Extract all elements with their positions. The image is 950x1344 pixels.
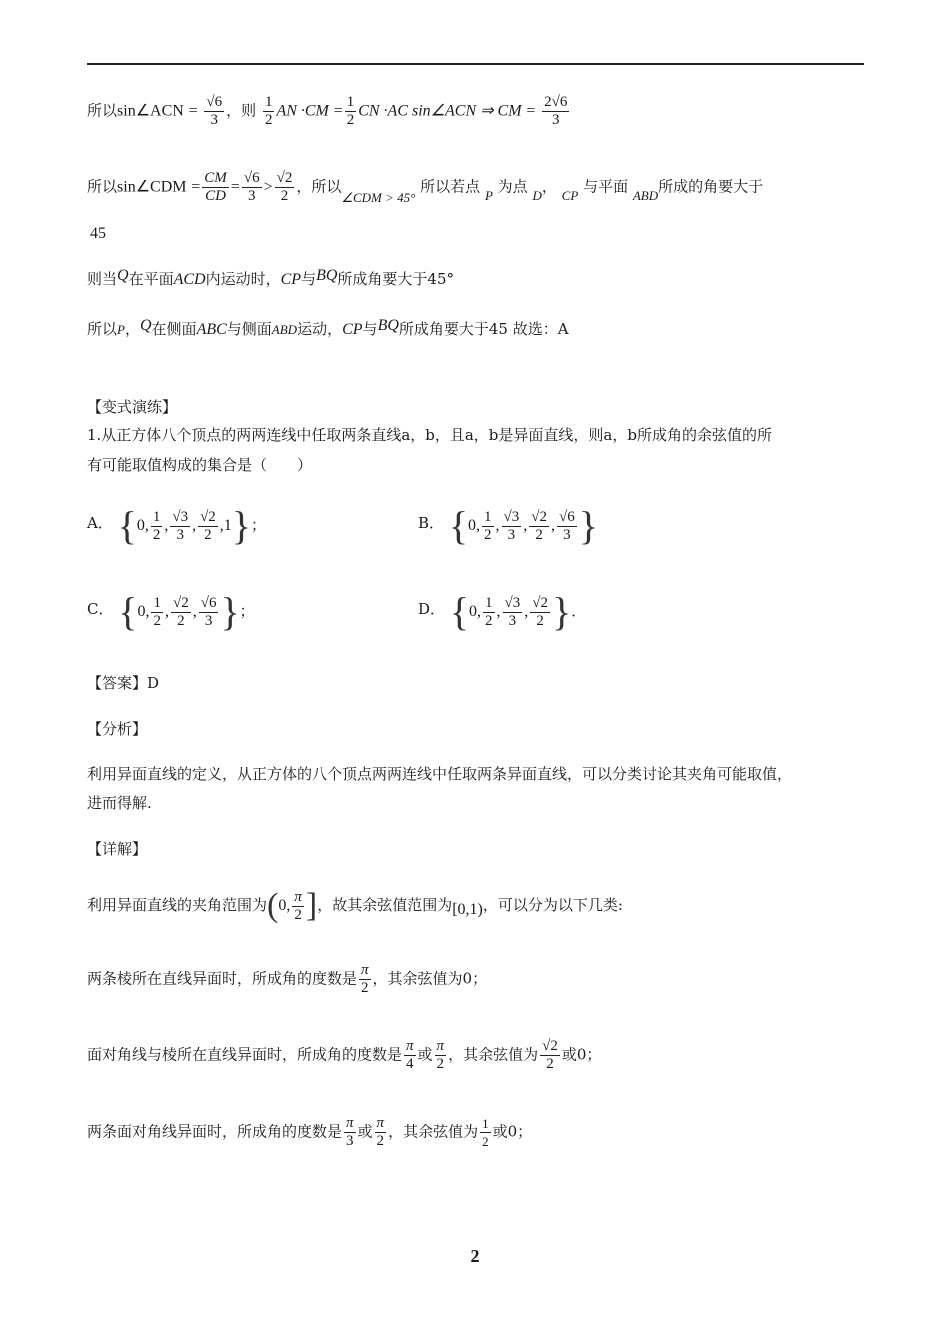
math-q: Q (117, 267, 129, 284)
math-d: D (532, 187, 542, 203)
text: 所成的角要大于 (658, 177, 764, 196)
math-cp: CP (280, 271, 302, 288)
derivation-line-2: 所以sin∠CDM = $\frac{CM}{CD}$ = $\frac{√6}{3}$ > $\frac{√2}{2}$ ，所以∠CDM > 45° 所以若点 P 为点 D， CP 与平面 ABD所成的角要大于 (87, 170, 764, 205)
math-angle-cdm: ∠CDM > 45° (341, 189, 416, 205)
analysis-label: 【分析】 (87, 720, 148, 738)
math-eq: = (526, 102, 536, 120)
detail-label: 【详解】 (87, 840, 148, 858)
math-p: P (117, 322, 125, 337)
math-eq: = (188, 102, 198, 120)
math-range: [0,1) (452, 901, 483, 918)
math-bq: BQ (377, 317, 399, 334)
math-acd: ACD (173, 271, 206, 288)
math-an-cm: AN ·CM (276, 102, 329, 120)
math-abd: ABD (271, 322, 298, 337)
fraction-sqrt6-over-3: $\frac{√6}{3}$ (243, 170, 260, 204)
detail-line-3: 面对角线与棱所在直线异面时，所成角的度数是 $\frac{\pi}{4}$ 或 $\frac{\pi}{2}$ ，其余弦值为 $\frac{√2}{2}$ 或0； (87, 1038, 602, 1072)
analysis-line-1: 利用异面直线的定义，从正方体的八个顶点两两连线中任取两条异面直线，可以分类讨论其夹角可能取值， (87, 765, 793, 783)
derivation-line-5: 所以P，Q在侧面ABC与侧面ABD运动，CP与BQ所成角要大于45 故选：A (87, 317, 569, 338)
text: ， (541, 177, 557, 196)
math-sin-acn: sin∠ACN (117, 102, 184, 120)
text: 所以 (87, 177, 118, 196)
option-d[interactable]: D． {0, $\frac{1}{2}$ , $\frac{√3}{3}$ , $\frac{√2}{2}$ }． (418, 589, 587, 634)
fraction-half: $\frac{1}{2}$ (346, 94, 355, 128)
math-q: Q (139, 317, 152, 334)
question-line-1: 1.从正方体八个顶点的两两连线中任取两条直线a，b，且a，b是异面直线，则a，b所成角的余弦值的所 (87, 426, 772, 444)
page-number: 2 (470, 1246, 480, 1266)
option-c[interactable]: C． {0, $\frac{1}{2}$ , $\frac{√2}{2}$ , $\frac{√6}{3}$ }； (87, 589, 255, 634)
math-eq: = (191, 178, 201, 196)
text: ，则 (226, 101, 257, 120)
exercise-heading: 【变式演练】 (87, 398, 178, 416)
derivation-line-3 (90, 222, 106, 245)
derivation-line-1 (87, 94, 571, 129)
math-gt: > (263, 178, 273, 196)
fraction-sqrt6-over-3: $\frac{√6}{3}$ (206, 94, 223, 128)
detail-line-2: 两条棱所在直线异面时，所成角的度数是 $\frac{\pi}{2}$ ，其余弦值为0； (87, 962, 488, 996)
math-eq: = (333, 102, 343, 120)
math-sin-cdm: sin∠CDM (117, 178, 187, 196)
text: ，所以 (296, 177, 342, 196)
detail-line-1: 利用异面直线的夹角范围为(0, $\frac{\pi}{2}$ ]，故其余弦值范围为[0,1)，可以分为以下几类: (87, 887, 623, 924)
text: 为点 (497, 177, 528, 196)
text: 所以若点 (420, 177, 481, 196)
math-abd: ABD (632, 187, 659, 203)
detail-line-4: 两条面对角线异面时，所成角的度数是 $\frac{\pi}{3}$ 或 $\frac{\pi}{2}$ ，其余弦值为 $\frac{1}{2}$ 或0； (87, 1115, 533, 1149)
fraction-half: $\frac{1}{2}$ (264, 94, 273, 128)
math-cn-ac: CN ·AC sin∠ACN ⇒ CM (358, 102, 522, 120)
header-rule (87, 63, 864, 65)
text: 所以 (87, 101, 118, 120)
math-cp: CP (342, 321, 363, 338)
analysis-line-2: 进而得解. (87, 794, 152, 812)
math-45: 45 (90, 225, 106, 242)
derivation-line-4: 则当Q在平面ACD内运动时，CP与BQ所成角要大于45° (87, 267, 454, 288)
fraction-2sqrt6-over-3: $\frac{2√6}{3}$ (544, 94, 568, 128)
option-a[interactable]: A． {0, $\frac{1}{2}$ , $\frac{√3}{3}$ , $\frac{√2}{2}$ ,1}； (87, 503, 267, 548)
option-b[interactable]: B． {0, $\frac{1}{2}$ , $\frac{√3}{3}$ , $\frac{√2}{2}$ , $\frac{√6}{3}$ } (418, 503, 598, 548)
math-cp: CP (561, 187, 579, 203)
math-p: P (484, 187, 493, 203)
math-abc: ABC (196, 321, 227, 338)
question-line-2: 有可能取值构成的集合是（ ） (87, 456, 313, 474)
answer-label: 【答案】D (87, 674, 160, 692)
text: 与平面 (583, 177, 629, 196)
fraction-cm-over-cd: $\frac{CM}{CD}$ (204, 170, 227, 204)
fraction-sqrt2-over-2: $\frac{√2}{2}$ (276, 170, 293, 204)
math-bq: BQ (316, 267, 338, 284)
